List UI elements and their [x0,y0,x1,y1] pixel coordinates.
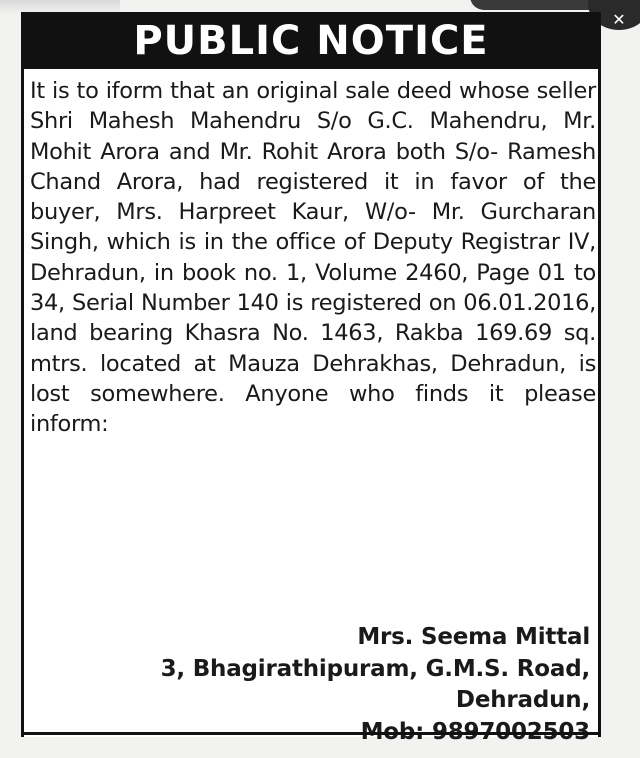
close-icon[interactable]: ✕ [588,0,640,30]
contact-city: Dehradun, [455,687,590,713]
bottom-divider [24,732,598,735]
contact-name: Mrs. Seema Mittal [357,624,590,650]
contact-address: 3, Bhagirathipuram, G.M.S. Road, [160,655,590,682]
notice-title: PUBLIC NOTICE [24,14,598,69]
public-notice [21,12,601,737]
contact-block [161,622,590,748]
notice-body: It is to iform that an original sale deed whose seller Shri Mahesh Mahendru S/o G.C. Mahendru, Mr. Mohit Arora and Mr. Rohit Arora both S/o- Ramesh Chand Arora, had registered it in favor of the buyer, Mrs. Harpreet Kaur, W/o- Mr. Gurcharan Singh, which is in the office of Deputy Registrar IV, Dehradun, in book no. 1, Volume 2460, Page 01 to 34, Serial Number 140 is registered on 06.01.2016, land bearing Khasra No. 1463, Rakba 169.69 sq. mtrs. located at Mauza Dehrakhas, Dehradun, is lost somewhere. Anyone who finds it please inform: [30,78,596,438]
